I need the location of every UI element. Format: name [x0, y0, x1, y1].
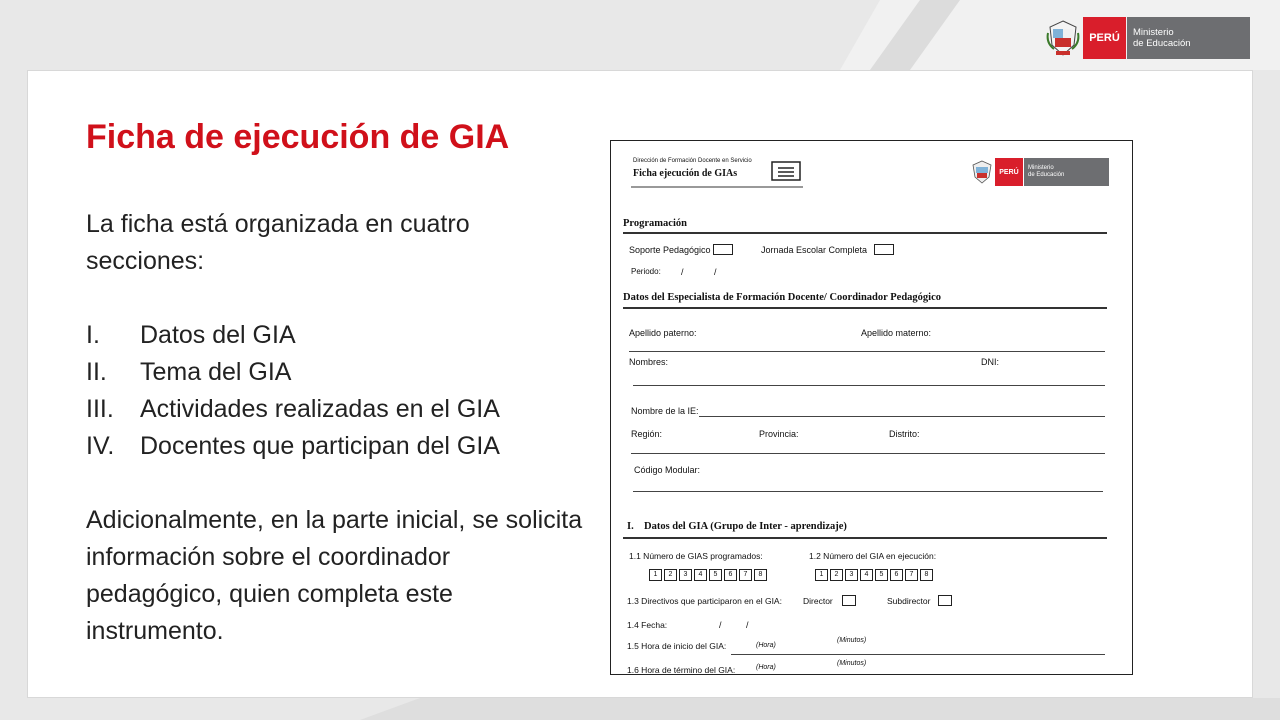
form-org: Dirección de Formación Docente en Servicio [633, 158, 752, 164]
additional-text: Adicionalmente, en la parte inicial, se solicita información sobre el coordinador pedagógico, quien completa este instrumento. [86, 506, 583, 645]
number-box: 5 [875, 569, 888, 581]
field-line [633, 491, 1103, 492]
codigo-modular-label: Código Modular: [634, 465, 701, 475]
number-box: 8 [920, 569, 933, 581]
field-line [629, 351, 1105, 352]
section-list [86, 317, 586, 465]
hora-termino-minutos: (Minutos) [837, 660, 867, 667]
provincia-label: Provincia: [759, 429, 799, 439]
fecha-label: 1.4 Fecha: [627, 620, 668, 630]
datos-gia-number: I. [627, 521, 634, 532]
hora-inicio-hora: (Hora) [756, 642, 776, 649]
mini-peru-label: PERÚ [995, 158, 1023, 186]
section-label: Tema del GIA [140, 358, 292, 386]
hora-termino-hora: (Hora) [756, 664, 776, 671]
section-item [86, 354, 586, 391]
section-label: Datos del GIA [140, 321, 296, 349]
number-box: 7 [739, 569, 752, 581]
mini-crest-icon [971, 160, 993, 184]
coat-of-arms-icon [1046, 19, 1080, 57]
number-box: 4 [694, 569, 707, 581]
nombres-label: Nombres: [629, 357, 669, 367]
director-label: Director [803, 596, 833, 606]
form-mini-logo [971, 158, 1111, 186]
field-line [633, 385, 1105, 386]
section-number: IV. [86, 432, 115, 460]
periodo-slash-2: / [714, 267, 717, 277]
nombre-ie-label: Nombre de la IE: [631, 406, 699, 416]
ministry-logo [1046, 17, 1252, 59]
field-line [631, 453, 1105, 454]
section-rule [623, 537, 1107, 539]
especialista-heading: Datos del Especialista de Formación Docente/ Coordinador Pedagógico [623, 292, 941, 303]
hora-termino-label: 1.6 Hora de término del GIA: [627, 665, 736, 675]
ministry-line-2: de Educación [1133, 38, 1191, 49]
number-box: 3 [845, 569, 858, 581]
document-icon [771, 161, 801, 181]
peru-label: PERÚ [1083, 17, 1126, 59]
title-underline [631, 186, 803, 188]
gias-programados-label: 1.1 Número de GIAS programados: [629, 551, 763, 561]
section-item [86, 428, 586, 465]
subdirector-checkbox [938, 595, 952, 606]
section-number: II. [86, 358, 107, 386]
gia-ejecucion-label: 1.2 Número del GIA en ejecución: [809, 551, 937, 561]
number-box: 6 [890, 569, 903, 581]
form-doc-title: Ficha ejecución de GIAs [633, 168, 738, 179]
section-item [86, 317, 586, 354]
programacion-heading: Programación [623, 218, 687, 229]
section-rule [623, 307, 1107, 309]
dni-label: DNI: [981, 357, 999, 367]
section-item [86, 391, 586, 428]
number-box: 6 [724, 569, 737, 581]
number-box: 7 [905, 569, 918, 581]
soporte-checkbox [713, 244, 733, 255]
jornada-checkbox [874, 244, 894, 255]
number-box: 5 [709, 569, 722, 581]
mini-ministry-label: Ministerio de Educación [1024, 158, 1109, 186]
ministry-label [1127, 17, 1250, 59]
field-line [731, 654, 1105, 655]
subdirector-label: Subdirector [887, 596, 931, 606]
number-box: 8 [754, 569, 767, 581]
apellido-paterno-label: Apellido paterno: [629, 328, 697, 338]
form-image [610, 140, 1133, 675]
number-box: 1 [815, 569, 828, 581]
slide-body [86, 206, 586, 650]
hora-inicio-minutos: (Minutos) [837, 637, 867, 644]
section-number: III. [86, 395, 114, 423]
section-label: Docentes que participan del GIA [140, 432, 500, 460]
periodo-label: Periodo: [631, 267, 661, 276]
gias-programados-boxes [649, 568, 769, 581]
number-box: 3 [679, 569, 692, 581]
gia-ejecucion-boxes [815, 568, 935, 581]
fecha-slash-2: / [746, 620, 749, 630]
ministry-line-1: Ministerio [1133, 27, 1174, 38]
number-box: 1 [649, 569, 662, 581]
director-checkbox [842, 595, 856, 606]
number-box: 4 [860, 569, 873, 581]
field-line [699, 416, 1105, 417]
section-number: I. [86, 321, 100, 349]
number-box: 2 [664, 569, 677, 581]
apellido-materno-label: Apellido materno: [861, 328, 932, 338]
section-rule [623, 232, 1107, 234]
number-box: 2 [830, 569, 843, 581]
datos-gia-heading: Datos del GIA (Grupo de Inter - aprendizaje) [644, 521, 847, 532]
periodo-slash-1: / [681, 267, 684, 277]
jornada-label: Jornada Escolar Completa [761, 245, 868, 255]
section-label: Actividades realizadas en el GIA [140, 395, 500, 423]
distrito-label: Distrito: [889, 429, 920, 439]
region-label: Región: [631, 429, 663, 439]
slide-title: Ficha de ejecución de GIA [86, 118, 510, 156]
soporte-label: Soporte Pedagógico [629, 245, 711, 255]
fecha-slash-1: / [719, 620, 722, 630]
directivos-label: 1.3 Directivos que participaron en el GIA: [627, 596, 782, 606]
intro-text: La ficha está organizada en cuatro secciones: [86, 210, 470, 275]
hora-inicio-label: 1.5 Hora de inicio del GIA: [627, 641, 727, 651]
